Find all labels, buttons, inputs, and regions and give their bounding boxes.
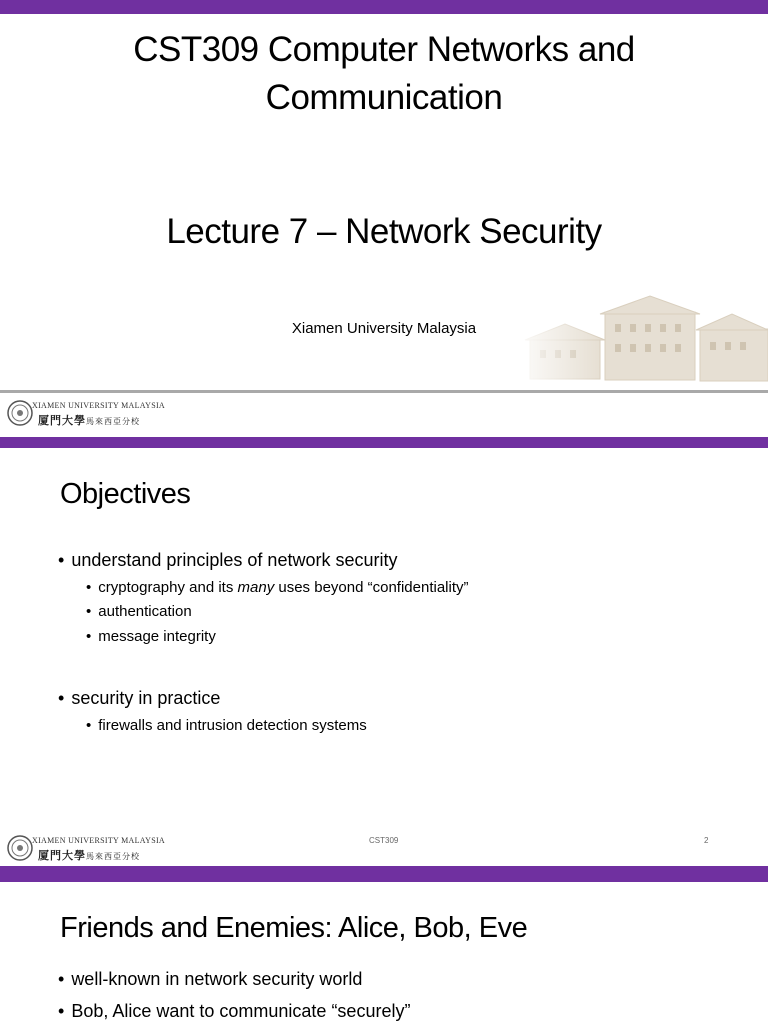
course-title-line1: CST309 Computer Networks and: [133, 30, 635, 69]
footer-page-number: 2: [704, 836, 709, 845]
objectives-slide: [0, 448, 768, 828]
bullet-item: • well-known in network security world: [58, 969, 362, 990]
title-slide: [0, 14, 768, 390]
bullet-text: cryptography and its: [98, 579, 234, 596]
logo-chinese-small: 馬來西亞分校: [86, 852, 140, 861]
course-title-line2: Communication: [265, 78, 503, 117]
sub-bullet-item: • message integrity: [86, 628, 216, 645]
bullet-emphasis: many: [237, 579, 275, 596]
logo-chinese: [38, 412, 140, 428]
campus-building-watermark: [510, 284, 768, 390]
logo-english: XIAMEN UNIVERSITY MALAYSIA: [32, 836, 165, 845]
friends-enemies-slide: [0, 882, 768, 1024]
course-title: [0, 26, 768, 122]
sub-bullet-item: • firewalls and intrusion detection systems: [86, 717, 367, 734]
logo-chinese-bold: 厦門大學: [38, 414, 86, 427]
university-seal-icon: [6, 834, 34, 862]
separator-band-2: [0, 866, 768, 882]
slide-heading: Objectives: [60, 478, 191, 510]
bullet-text: uses beyond “confidentiality”: [278, 579, 469, 596]
footer-course-code: CST309: [369, 836, 399, 845]
bullet-item: • security in practice: [58, 688, 220, 709]
sub-bullet-item: • authentication: [86, 603, 192, 620]
slide2-footer: [0, 828, 768, 866]
logo-chinese: [38, 847, 140, 863]
slide1-footer: [0, 393, 768, 437]
sub-bullet-item: [86, 579, 468, 596]
university-name: Xiamen University Malaysia: [291, 320, 477, 337]
logo-english: XIAMEN UNIVERSITY MALAYSIA: [32, 401, 165, 410]
lecture-title: Lecture 7 – Network Security: [166, 212, 602, 251]
university-seal-icon: [6, 399, 34, 427]
slide-heading: Friends and Enemies: Alice, Bob, Eve: [60, 912, 528, 944]
top-band: [0, 0, 768, 14]
bullet-item: • Bob, Alice want to communicate “securely”: [58, 1001, 410, 1022]
logo-chinese-bold: 厦門大學: [38, 849, 86, 862]
bullet-item: • understand principles of network security: [58, 550, 397, 571]
logo-chinese-small: 馬來西亞分校: [86, 417, 140, 426]
